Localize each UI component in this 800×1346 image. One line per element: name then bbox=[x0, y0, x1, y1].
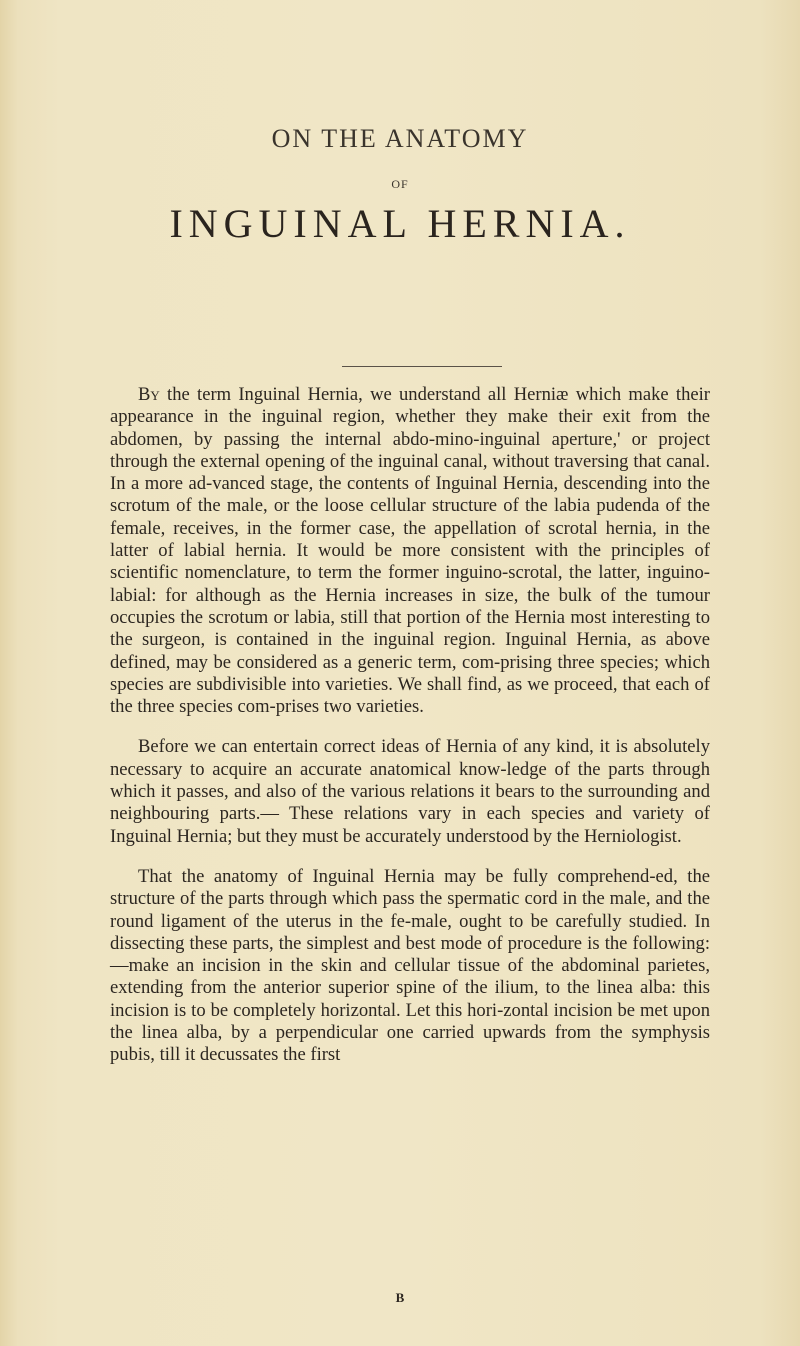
title-line-of: OF bbox=[391, 177, 409, 191]
paragraph-3: That the anatomy of Inguinal Hernia may be fully comprehend-ed, the structure of the parts through which pass the spermatic cord in the male, and the round ligament of the uterus in the fe-male, ought to be carefully studied. In dissecting these parts, the simplest and best mode of procedure is the following:—make an incision in the skin and cellular tissue of the abdominal parietes, extending from the anterior superior spine of the ilium, to the linea alba: this incision is to be completely horizontal. Let this hori-zontal incision be met upon the linea alba, by a perpendicular one carried upwards from the symphysis pubis, till it decussates the first bbox=[110, 865, 710, 1066]
paragraph-1-lead: By bbox=[138, 384, 160, 405]
page-title: INGUINAL HERNIA. bbox=[169, 201, 631, 246]
paragraph-1-text: the term Inguinal Hernia, we understand all Herniæ which make their appearance in the inguinal region, whether they make their exit from the abdomen, by passing the internal abdo-mino-inguinal aperture,' or project through the external opening of the inguinal canal, without traversing that canal. In a more ad-vanced stage, the contents of Inguinal Hernia, descending into the scrotum of the male, or the loose cellular structure of the labia pudenda of the female, receives, in the former case, the appellation of scrotal hernia, in the latter of labial hernia. It would be more consistent with the principles of scientific nomenclature, to term the former inguino-scrotal, the latter, inguino-labial: for although as the Hernia increases in size, the bulk of the tumour occupies the scrotum or labia, still that portion of the Hernia most interesting to the surgeon, is contained in the inguinal region. Inguinal Hernia, as above defined, may be considered as a generic term, com-prising three species; which species are subdivisible into varieties. We shall find, as we proceed, that each of the three species com-prises two varieties. bbox=[110, 384, 710, 718]
paragraph-1 bbox=[110, 384, 710, 718]
paragraph-2: Before we can entertain correct ideas of Hernia of any kind, it is absolutely necessary to acquire an accurate anatomical know-ledge of the parts through which it passes, and also of the various relations it bears to the surrounding and neighbouring parts.— These relations vary in each species and variety of Inguinal Hernia; but they must be accurately understood by the Herniologist. bbox=[110, 736, 710, 847]
body-text bbox=[110, 384, 710, 1067]
divider-rule bbox=[342, 366, 502, 367]
title-line-anatomy: ON THE ANATOMY bbox=[271, 124, 529, 153]
signature-mark: B bbox=[395, 1290, 405, 1305]
